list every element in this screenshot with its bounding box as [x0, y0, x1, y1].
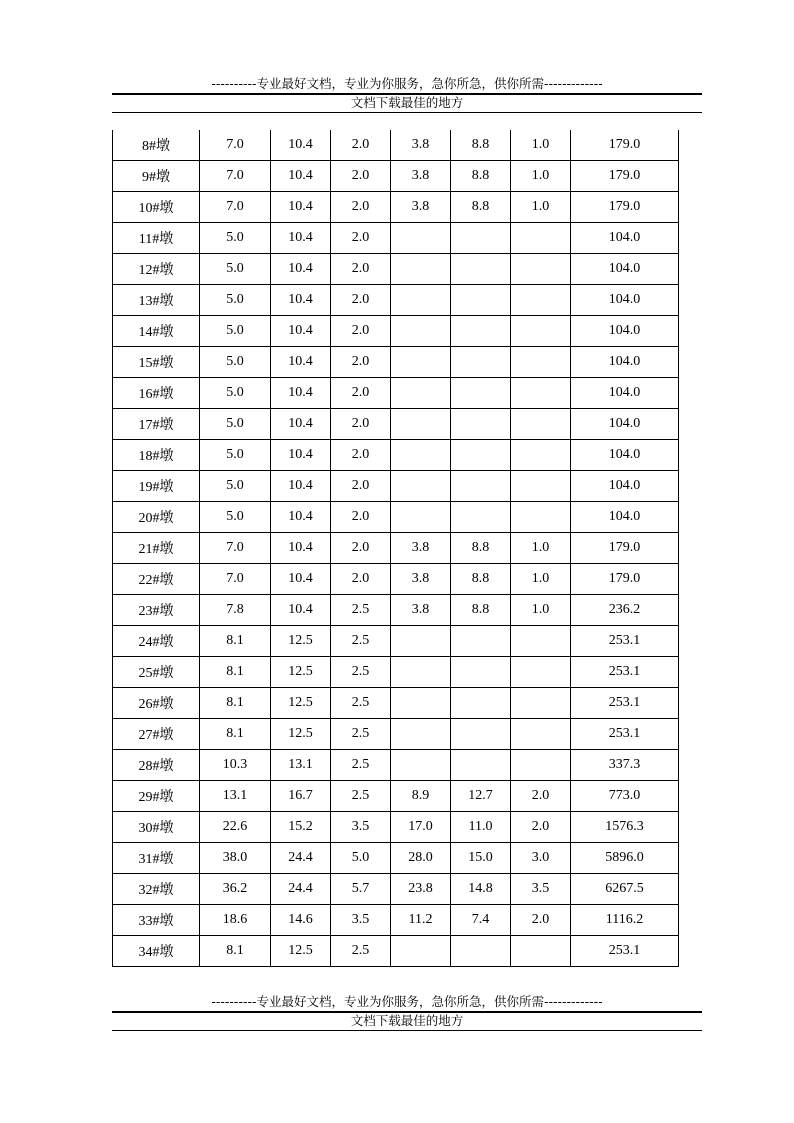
table-row [113, 812, 679, 843]
pier-label-cell: 26#墩 [113, 688, 200, 719]
table-cell: 10.4 [271, 378, 331, 409]
table-cell: 6267.5 [571, 874, 679, 905]
table-cell: 5.0 [200, 502, 271, 533]
table-cell: 179.0 [571, 564, 679, 595]
table-cell: 1576.3 [571, 812, 679, 843]
table-cell [451, 347, 511, 378]
table-cell: 8.8 [451, 564, 511, 595]
table-cell: 5.7 [331, 874, 391, 905]
table-row [113, 657, 679, 688]
table-cell [391, 688, 451, 719]
table-cell: 18.6 [200, 905, 271, 936]
pier-label-cell: 27#墩 [113, 719, 200, 750]
table-cell: 3.5 [511, 874, 571, 905]
table-cell: 2.5 [331, 719, 391, 750]
table-row [113, 161, 679, 192]
table-cell: 7.4 [451, 905, 511, 936]
table-cell [511, 657, 571, 688]
page-header-subtitle: 文档下载最佳的地方 [350, 95, 464, 110]
table-cell: 5.0 [200, 223, 271, 254]
table-cell: 3.8 [391, 192, 451, 223]
table-cell: 10.4 [271, 223, 331, 254]
table-cell: 2.0 [331, 347, 391, 378]
page-header-slogan: ----------专业最好文档，专业为你服务，急你所急，供你所需------------- [211, 76, 603, 91]
table-cell: 104.0 [571, 223, 679, 254]
table-cell: 104.0 [571, 502, 679, 533]
table-row [113, 595, 679, 626]
table-cell: 3.5 [331, 812, 391, 843]
table-cell [391, 657, 451, 688]
table-cell [511, 347, 571, 378]
table-cell: 1.0 [511, 192, 571, 223]
table-cell: 253.1 [571, 626, 679, 657]
table-row [113, 719, 679, 750]
table-cell: 2.5 [331, 657, 391, 688]
table-cell: 5.0 [200, 347, 271, 378]
table-cell [451, 285, 511, 316]
table-cell: 24.4 [271, 843, 331, 874]
table-row [113, 130, 679, 161]
pier-label-cell: 10#墩 [113, 192, 200, 223]
table-cell: 24.4 [271, 874, 331, 905]
table-cell [451, 471, 511, 502]
table-cell: 8.8 [451, 192, 511, 223]
table-cell: 5.0 [200, 316, 271, 347]
table-cell: 179.0 [571, 192, 679, 223]
table-cell: 23.8 [391, 874, 451, 905]
table-cell: 104.0 [571, 409, 679, 440]
table-row [113, 223, 679, 254]
table-cell: 12.5 [271, 936, 331, 967]
table-cell: 2.0 [331, 409, 391, 440]
table-cell: 2.5 [331, 688, 391, 719]
table-cell: 3.8 [391, 564, 451, 595]
table-cell [451, 750, 511, 781]
pier-label-cell: 11#墩 [113, 223, 200, 254]
pier-label-cell: 34#墩 [113, 936, 200, 967]
table-cell [451, 409, 511, 440]
pier-label-cell: 32#墩 [113, 874, 200, 905]
table-cell: 7.0 [200, 564, 271, 595]
table-cell [391, 750, 451, 781]
table-cell: 2.0 [331, 130, 391, 161]
table-cell: 12.5 [271, 688, 331, 719]
table-cell: 104.0 [571, 254, 679, 285]
table-cell [511, 936, 571, 967]
pier-label-cell: 24#墩 [113, 626, 200, 657]
table-cell: 8.8 [451, 161, 511, 192]
table-cell: 2.5 [331, 595, 391, 626]
pier-label-cell: 18#墩 [113, 440, 200, 471]
table-cell: 7.0 [200, 533, 271, 564]
table-cell: 1.0 [511, 564, 571, 595]
pier-label-cell: 30#墩 [113, 812, 200, 843]
table-cell: 3.8 [391, 533, 451, 564]
table-cell: 15.0 [451, 843, 511, 874]
table-cell: 28.0 [391, 843, 451, 874]
table-cell: 8.1 [200, 688, 271, 719]
table-cell: 5.0 [200, 378, 271, 409]
table-cell: 8.1 [200, 936, 271, 967]
table-cell [511, 254, 571, 285]
table-cell: 10.4 [271, 316, 331, 347]
table-cell [511, 471, 571, 502]
table-cell: 5.0 [200, 409, 271, 440]
table-row [113, 781, 679, 812]
table-cell: 10.3 [200, 750, 271, 781]
table-cell: 14.8 [451, 874, 511, 905]
table-row [113, 192, 679, 223]
table-cell [391, 409, 451, 440]
table-cell: 10.4 [271, 595, 331, 626]
table-cell: 13.1 [200, 781, 271, 812]
table-cell: 1116.2 [571, 905, 679, 936]
table-cell: 337.3 [571, 750, 679, 781]
table-cell [511, 750, 571, 781]
table-cell: 3.5 [331, 905, 391, 936]
table-cell: 10.4 [271, 440, 331, 471]
table-cell: 22.6 [200, 812, 271, 843]
pier-label-cell: 29#墩 [113, 781, 200, 812]
table-cell: 2.0 [331, 254, 391, 285]
table-cell: 10.4 [271, 254, 331, 285]
pier-label-cell: 9#墩 [113, 161, 200, 192]
table-row [113, 285, 679, 316]
table-cell [391, 347, 451, 378]
pier-label-cell: 12#墩 [113, 254, 200, 285]
table-body [113, 130, 679, 967]
table-cell: 253.1 [571, 719, 679, 750]
table-cell: 17.0 [391, 812, 451, 843]
table-cell [511, 223, 571, 254]
table-cell [451, 254, 511, 285]
table-cell: 10.4 [271, 533, 331, 564]
table-row [113, 688, 679, 719]
table-cell: 2.0 [331, 533, 391, 564]
table-cell [451, 378, 511, 409]
table-cell: 2.5 [331, 626, 391, 657]
table-cell [511, 285, 571, 316]
table-cell: 3.8 [391, 130, 451, 161]
table-row [113, 750, 679, 781]
header-rule-bottom [112, 112, 702, 113]
table-cell: 8.8 [451, 595, 511, 626]
pier-label-cell: 22#墩 [113, 564, 200, 595]
table-cell [511, 378, 571, 409]
table-cell: 3.0 [511, 843, 571, 874]
table-cell: 8.8 [451, 533, 511, 564]
table-cell: 2.0 [511, 905, 571, 936]
table-cell [451, 719, 511, 750]
table-cell: 12.5 [271, 719, 331, 750]
table-cell: 2.5 [331, 781, 391, 812]
table-cell: 2.0 [331, 502, 391, 533]
table-cell: 253.1 [571, 657, 679, 688]
pier-label-cell: 13#墩 [113, 285, 200, 316]
pier-label-cell: 31#墩 [113, 843, 200, 874]
table-cell: 10.4 [271, 161, 331, 192]
table-cell: 16.7 [271, 781, 331, 812]
table-cell [451, 316, 511, 347]
table-cell [451, 688, 511, 719]
table-cell: 5.0 [200, 471, 271, 502]
table-cell: 12.7 [451, 781, 511, 812]
table-cell: 10.4 [271, 409, 331, 440]
table-cell: 3.8 [391, 161, 451, 192]
table-cell [391, 502, 451, 533]
table-cell: 179.0 [571, 130, 679, 161]
table-cell: 5.0 [200, 285, 271, 316]
table-cell: 5896.0 [571, 843, 679, 874]
table-row [113, 843, 679, 874]
table-row [113, 316, 679, 347]
table-cell [391, 223, 451, 254]
table-cell: 2.0 [511, 812, 571, 843]
table-cell: 14.6 [271, 905, 331, 936]
table-cell: 2.0 [331, 223, 391, 254]
table-row [113, 347, 679, 378]
table-cell [451, 936, 511, 967]
table-cell: 2.5 [331, 936, 391, 967]
table-cell: 11.2 [391, 905, 451, 936]
table-cell: 10.4 [271, 564, 331, 595]
pier-label-cell: 16#墩 [113, 378, 200, 409]
table-cell [511, 409, 571, 440]
table-cell: 7.8 [200, 595, 271, 626]
pier-label-cell: 21#墩 [113, 533, 200, 564]
table-cell [511, 688, 571, 719]
pier-label-cell: 20#墩 [113, 502, 200, 533]
pier-label-cell: 33#墩 [113, 905, 200, 936]
table-cell: 8.1 [200, 657, 271, 688]
table-row [113, 378, 679, 409]
table-cell: 179.0 [571, 533, 679, 564]
table-cell: 1.0 [511, 595, 571, 626]
table-row [113, 626, 679, 657]
table-cell [511, 316, 571, 347]
table-row [113, 440, 679, 471]
table-cell: 3.8 [391, 595, 451, 626]
table-row [113, 564, 679, 595]
table-cell [391, 626, 451, 657]
table-cell: 236.2 [571, 595, 679, 626]
table-cell: 10.4 [271, 192, 331, 223]
table-cell [391, 285, 451, 316]
table-row [113, 905, 679, 936]
table-row [113, 533, 679, 564]
pier-label-cell: 28#墩 [113, 750, 200, 781]
table-row [113, 936, 679, 967]
table-cell: 1.0 [511, 161, 571, 192]
table-cell [451, 657, 511, 688]
table-cell: 10.4 [271, 130, 331, 161]
table-cell: 8.9 [391, 781, 451, 812]
table-cell: 1.0 [511, 130, 571, 161]
table-cell: 2.0 [331, 316, 391, 347]
pier-data-table [112, 130, 679, 967]
table-cell [451, 223, 511, 254]
table-cell: 2.0 [331, 440, 391, 471]
table-cell: 5.0 [200, 440, 271, 471]
page-footer-slogan: ----------专业最好文档，专业为你服务，急你所急，供你所需------------- [211, 994, 603, 1009]
table-cell: 253.1 [571, 936, 679, 967]
table-cell [391, 471, 451, 502]
table-cell: 7.0 [200, 130, 271, 161]
table-row [113, 502, 679, 533]
table-cell: 104.0 [571, 285, 679, 316]
pier-label-cell: 15#墩 [113, 347, 200, 378]
table-cell: 179.0 [571, 161, 679, 192]
table-cell [511, 626, 571, 657]
table-cell [391, 936, 451, 967]
table-cell: 11.0 [451, 812, 511, 843]
table-cell: 12.5 [271, 626, 331, 657]
table-cell: 12.5 [271, 657, 331, 688]
table-cell: 5.0 [200, 254, 271, 285]
table-cell: 104.0 [571, 347, 679, 378]
table-cell: 104.0 [571, 440, 679, 471]
table-cell: 2.0 [331, 285, 391, 316]
table-cell: 15.2 [271, 812, 331, 843]
table-cell: 104.0 [571, 378, 679, 409]
table-cell: 10.4 [271, 285, 331, 316]
table-cell [511, 719, 571, 750]
page-footer-subtitle: 文档下载最佳的地方 [350, 1013, 464, 1028]
table-cell: 104.0 [571, 471, 679, 502]
table-cell: 2.0 [331, 378, 391, 409]
table-cell: 38.0 [200, 843, 271, 874]
table-cell: 10.4 [271, 347, 331, 378]
table-cell [451, 440, 511, 471]
table-row [113, 409, 679, 440]
table-row [113, 471, 679, 502]
table-cell: 5.0 [331, 843, 391, 874]
table-cell: 2.0 [511, 781, 571, 812]
table-cell [511, 502, 571, 533]
table-cell [391, 378, 451, 409]
table-cell: 8.1 [200, 626, 271, 657]
footer-rule-bottom [112, 1030, 702, 1031]
pier-label-cell: 19#墩 [113, 471, 200, 502]
pier-label-cell: 23#墩 [113, 595, 200, 626]
table-cell: 8.8 [451, 130, 511, 161]
table-row [113, 254, 679, 285]
pier-label-cell: 17#墩 [113, 409, 200, 440]
table-cell [511, 440, 571, 471]
table-cell [391, 316, 451, 347]
table-cell: 2.0 [331, 564, 391, 595]
table-cell [391, 254, 451, 285]
table-cell [451, 502, 511, 533]
table-cell: 1.0 [511, 533, 571, 564]
table-cell: 2.0 [331, 161, 391, 192]
table-cell: 7.0 [200, 161, 271, 192]
pier-label-cell: 8#墩 [113, 130, 200, 161]
table-cell: 8.1 [200, 719, 271, 750]
table-cell: 13.1 [271, 750, 331, 781]
pier-label-cell: 25#墩 [113, 657, 200, 688]
table-cell: 7.0 [200, 192, 271, 223]
table-cell: 2.0 [331, 192, 391, 223]
table-cell: 2.5 [331, 750, 391, 781]
pier-label-cell: 14#墩 [113, 316, 200, 347]
table-cell: 773.0 [571, 781, 679, 812]
table-cell: 104.0 [571, 316, 679, 347]
table-cell [391, 719, 451, 750]
table-cell: 36.2 [200, 874, 271, 905]
table-cell [451, 626, 511, 657]
table-cell: 10.4 [271, 471, 331, 502]
table-cell [391, 440, 451, 471]
table-cell: 253.1 [571, 688, 679, 719]
table-cell: 10.4 [271, 502, 331, 533]
table-cell: 2.0 [331, 471, 391, 502]
table-row [113, 874, 679, 905]
